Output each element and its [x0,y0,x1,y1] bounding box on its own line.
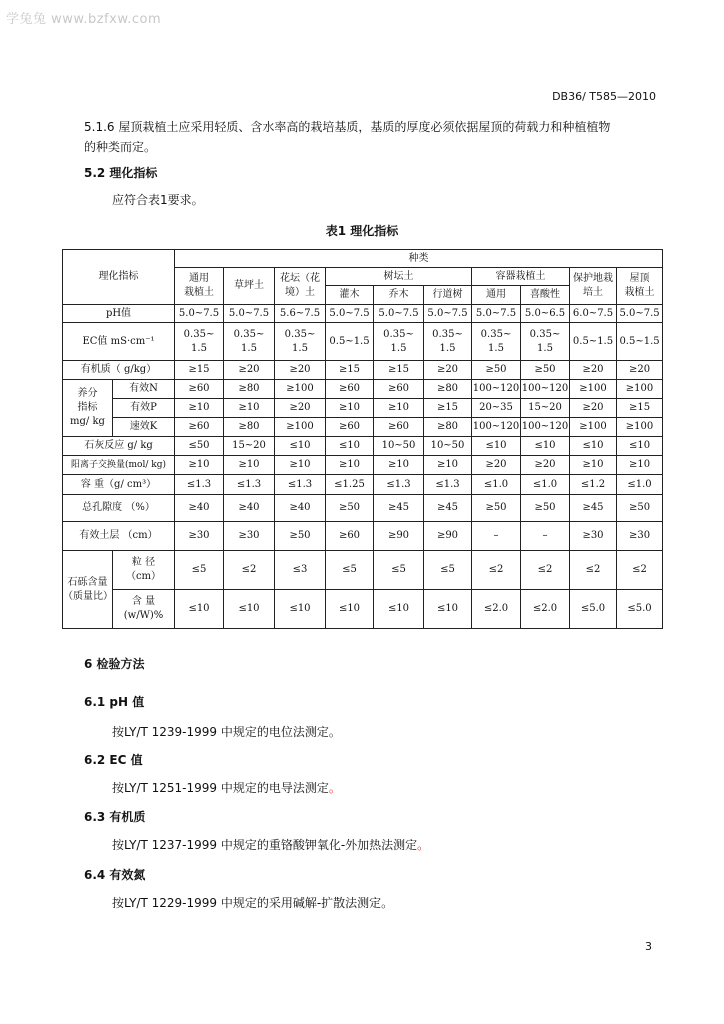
cell: ≤5 [374,551,424,590]
cell: 5.0~6.5 [521,305,570,323]
cell: ≥50 [521,495,570,522]
row-label: 有效N [113,380,175,399]
cell: ≤1.25 [326,475,374,495]
cell: 20~35 [472,399,521,418]
row-organic [63,361,663,380]
row-available-k [63,418,663,437]
cell: ≥60 [175,418,224,437]
cell: 0.35~ 1.5 [472,323,521,361]
cell: ≥10 [374,456,424,475]
row-label: 有效P [113,399,175,418]
cell: ≤1.2 [570,475,617,495]
header-container-acid: 喜酸性 [521,286,570,305]
row-label: 粒 径 （cm） [113,551,175,590]
cell: ≥30 [224,522,275,551]
cell: ≥15 [374,361,424,380]
cell: ≥60 [374,418,424,437]
cell: ≥15 [424,399,472,418]
cell: 0.35~ 1.5 [224,323,275,361]
cell: ≤1.0 [521,475,570,495]
cell: ≤2 [617,551,663,590]
cell: ≥30 [175,522,224,551]
cell: ≥50 [521,361,570,380]
header-kind: 种类 [175,250,663,268]
row-available-n [63,380,663,399]
cell: ≥60 [374,380,424,399]
cell: ≥45 [424,495,472,522]
header-treebed: 树坛土 [326,268,472,286]
cell: ≤10 [374,590,424,629]
header-roof: 屋顶 栽植土 [617,268,663,305]
cell: – [472,522,521,551]
cell: ≥10 [570,456,617,475]
row-gravel-size [63,551,663,590]
cell: 15~20 [521,399,570,418]
cell: ≥20 [570,361,617,380]
row-soil-layer [63,522,663,551]
cell: ≤2 [224,551,275,590]
row-label: 有机质（ g/kg） [63,361,175,380]
heading-6-1: 6.1 pH 值 [84,695,145,709]
cell: ≤2.0 [472,590,521,629]
cell: ≥100 [617,380,663,399]
page-number: 3 [645,940,652,953]
header-container-general: 通用 [472,286,521,305]
row-bulk-density [63,475,663,495]
row-porosity [63,495,663,522]
para-6-2: 按LY/T 1251-1999 中规定的电导法测定。 [112,781,341,795]
cell: 100~120 [472,380,521,399]
cell: 5.0~7.5 [224,305,275,323]
cell: ≤5 [326,551,374,590]
header-tree: 乔木 [374,286,424,305]
cell: ≥60 [175,380,224,399]
cell: ≤2 [570,551,617,590]
cell: ≥20 [472,456,521,475]
row-available-p [63,399,663,418]
cell: ≥10 [374,399,424,418]
cell: ≤1.0 [472,475,521,495]
cell: ≥20 [224,361,275,380]
indicator-table [62,249,663,629]
cell: ≤10 [326,590,374,629]
row-label: 含 量 (w/W)% [113,590,175,629]
standard-code: DB36/ T585—2010 [552,90,656,103]
cell: ≥10 [224,456,275,475]
cell: ≥45 [374,495,424,522]
row-label: 总孔隙度 （%） [63,495,175,522]
cell: ≤10 [570,437,617,456]
cell: ≥20 [424,361,472,380]
row-lime [63,437,663,456]
para-5-1-6-line2: 的种类而定。 [84,140,157,154]
row-ec [63,323,663,361]
watermark: 学兔兔 www.bzfxw.com [6,12,162,27]
row-label: EC值 mS·cm⁻¹ [63,323,175,361]
row-label-nutrient: 养分 指标 mg/ kg [63,380,113,437]
row-label-gravel: 石砾含量 （质量比） [63,551,113,629]
heading-6-2: 6.2 EC 值 [84,753,143,767]
cell: ≤1.3 [275,475,326,495]
cell: ≥80 [424,380,472,399]
header-flowerbed: 花坛（花 境）土 [275,268,326,305]
cell: ≥50 [275,522,326,551]
cell: ≥50 [617,495,663,522]
cell: ≤50 [175,437,224,456]
cell: ≥40 [275,495,326,522]
cell: ≤10 [275,590,326,629]
cell: ≥10 [424,456,472,475]
header-item: 理化指标 [63,250,175,305]
cell: 100~120 [472,418,521,437]
cell: 0.5~1.5 [326,323,374,361]
cell: ≤10 [275,437,326,456]
cell: 0.35~ 1.5 [521,323,570,361]
para-6-3: 按LY/T 1237-1999 中规定的重铬酸钾氧化-外加热法测定。 [112,838,430,852]
cell: ≤10 [224,590,275,629]
row-gravel-amount [63,590,663,629]
row-label: 速效K [113,418,175,437]
cell: – [521,522,570,551]
para-5-1-6-line1: 5.1.6 屋顶栽植土应采用轻质、含水率高的栽培基质，基质的厚度必须依据屋顶的荷载力和种植植物 [84,120,611,134]
cell: ≤1.3 [424,475,472,495]
header-lawn: 草坪土 [224,268,275,305]
cell: ≥90 [424,522,472,551]
para-5-2: 应符合表1要求。 [112,193,204,207]
cell: ≤1.3 [224,475,275,495]
header-street-tree: 行道树 [424,286,472,305]
heading-5-2: 5.2 理化指标 [84,166,158,180]
cell: 5.0~7.5 [175,305,224,323]
cell: 6.0~7.5 [570,305,617,323]
cell: ≤5 [175,551,224,590]
cell: ≥60 [326,522,374,551]
cell: 5.0~7.5 [424,305,472,323]
cell: ≤10 [521,437,570,456]
table-caption: 表1 理化指标 [325,224,399,238]
cell: ≥100 [617,418,663,437]
cell: ≥15 [617,399,663,418]
cell: ≥20 [570,399,617,418]
cell: ≤1.3 [374,475,424,495]
cell: ≥10 [175,456,224,475]
row-ph [63,305,663,323]
cell: 10~50 [424,437,472,456]
cell: ≥100 [275,418,326,437]
row-label: 阳离子交换量(mol/ kg) [63,456,175,475]
cell: ≥30 [570,522,617,551]
cell: ≥40 [224,495,275,522]
cell: ≥10 [224,399,275,418]
cell: ≥10 [175,399,224,418]
cell: ≤2.0 [521,590,570,629]
para-6-1: 按LY/T 1239-1999 中规定的电位法测定。 [112,725,341,739]
row-label: 有效土层 （cm） [63,522,175,551]
para-6-4: 按LY/T 1229-1999 中规定的采用碱解-扩散法测定。 [112,896,394,910]
cell: ≥10 [326,456,374,475]
cell: 10~50 [374,437,424,456]
cell: ≥10 [326,399,374,418]
cell: ≥60 [326,380,374,399]
cell: ≥15 [175,361,224,380]
cell: ≤10 [175,590,224,629]
cell: ≥30 [617,522,663,551]
cell: 0.5~1.5 [570,323,617,361]
cell: ≤10 [326,437,374,456]
cell: ≥40 [175,495,224,522]
cell: 5.0~7.5 [326,305,374,323]
cell: 100~120 [521,418,570,437]
cell: ≥80 [224,418,275,437]
cell: 100~120 [521,380,570,399]
cell: ≤5.0 [570,590,617,629]
cell: ≥50 [472,495,521,522]
cell: ≥20 [275,399,326,418]
cell: 5.0~7.5 [617,305,663,323]
cell: ≥20 [521,456,570,475]
cell: 5.0~7.5 [472,305,521,323]
cell: ≤5.0 [617,590,663,629]
cell: 5.6~7.5 [275,305,326,323]
row-label: 容 重（g/ cm³） [63,475,175,495]
cell: ≤10 [472,437,521,456]
cell: 5.0~7.5 [374,305,424,323]
cell: ≥80 [424,418,472,437]
cell: 15~20 [224,437,275,456]
heading-6: 6 检验方法 [84,657,145,671]
cell: ≥20 [275,361,326,380]
heading-6-3: 6.3 有机质 [84,810,146,824]
cell: ≥100 [570,380,617,399]
cell: ≥10 [617,456,663,475]
cell: 0.35~ 1.5 [175,323,224,361]
header-container: 容器栽植土 [472,268,570,286]
cell: ≥50 [326,495,374,522]
cell: ≥100 [570,418,617,437]
row-label: pH值 [63,305,175,323]
row-cec [63,456,663,475]
cell: ≤1.0 [617,475,663,495]
cell: ≥20 [617,361,663,380]
cell: ≥50 [472,361,521,380]
cell: 0.5~1.5 [617,323,663,361]
cell: ≤10 [617,437,663,456]
cell: ≤2 [521,551,570,590]
cell: 0.35~ 1.5 [374,323,424,361]
heading-6-4: 6.4 有效氮 [84,868,146,882]
cell: ≤2 [472,551,521,590]
cell: ≥80 [224,380,275,399]
cell: ≥10 [275,456,326,475]
cell: ≥45 [570,495,617,522]
cell: 0.35~ 1.5 [424,323,472,361]
cell: ≤10 [424,590,472,629]
cell: ≤3 [275,551,326,590]
cell: ≤5 [424,551,472,590]
cell: ≥60 [326,418,374,437]
cell: ≤1.3 [175,475,224,495]
cell: ≥15 [326,361,374,380]
row-label: 石灰反应 g/ kg [63,437,175,456]
cell: ≥100 [275,380,326,399]
cell: ≥90 [374,522,424,551]
cell: 0.35~ 1.5 [275,323,326,361]
header-shrub: 灌木 [326,286,374,305]
header-general: 通用 栽植土 [175,268,224,305]
header-protected: 保护地栽 培土 [570,268,617,305]
